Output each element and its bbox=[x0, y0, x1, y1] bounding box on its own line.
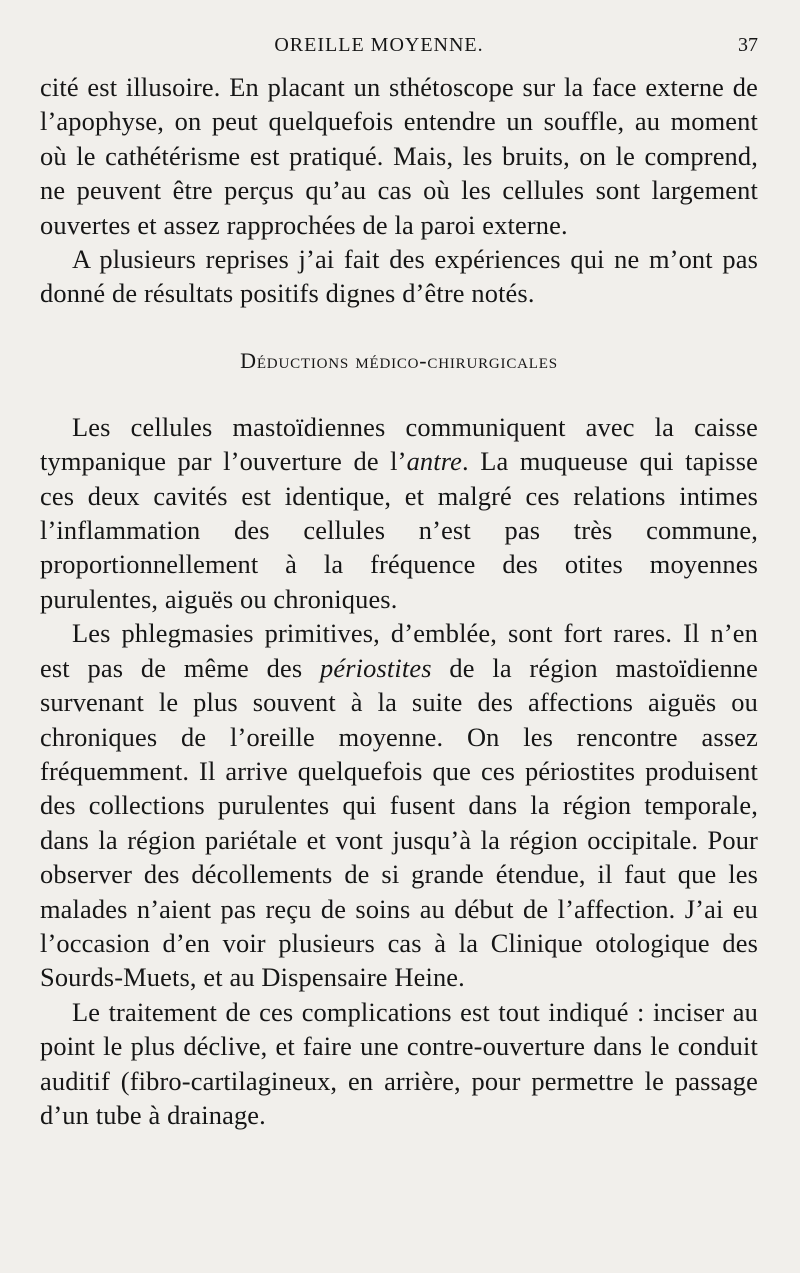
paragraph-treatment: Le traitement de ces complications est tout indiqué : inciser au point le plus déclive, et faire une contre-ouverture dans le conduit auditif (fibro-cartilagineux, en arrière, pour permettre le passage d’un tube à drainage. bbox=[40, 996, 758, 1130]
paragraph-mastoid-cells-part1: Les cellules mastoïdiennes communiquent avec la caisse tympanique par l’ouverture de l’ bbox=[40, 411, 758, 477]
continuation-paragraph: cité est illusoire. En placant un sthétoscope sur la face externe de l’apophyse, on peut quelquefois entendre un souffle, au moment où le cathétérisme est pratiqué. Mais, les bruits, on le comprend, ne peuvent être perçus qu’au cas où les cellules sont largement ouvertes et assez rapprochées de la paroi externe. bbox=[40, 72, 758, 240]
running-title: OREILLE MOYENNE. bbox=[274, 34, 484, 56]
paragraph-phlegmasies bbox=[40, 616, 758, 994]
paragraph-phlegmasies-italic: périostites bbox=[320, 652, 432, 683]
paragraph-phlegmasies-part2: de la région mastoïdienne survenant le plus souvent à la suite des affections aiguës ou chroniques de l’oreille moyenne. On les rencontre assez fréquemment. Il arrive quelquefois que ces périostites produisent des collections purulentes qui fusent dans la région temporale, dans la région pariétale et vont jusqu’à la région occipitale. Pour observer des décollements de si grande étendue, il faut que les malades n’aient pas reçu de soins au début de l’affection. J’ai eu l’occasion d’en voir plusieurs cas à la Clinique otologique des Sourds-Muets, et au Dispensaire Heine. bbox=[40, 652, 758, 993]
body-text bbox=[40, 70, 758, 1132]
section-heading: Déductions médico-chirurgicales bbox=[240, 347, 558, 373]
paragraph-mastoid-cells-italic: antre bbox=[406, 446, 463, 477]
paragraph-phlegmasies-part1: Les phlegmasies primitives, d’emblée, sont fort rares. Il n’en est pas de même des bbox=[40, 618, 758, 683]
paragraph-mastoid-cells-part2: . La muqueuse qui tapisse ces deux cavités est identique, et malgré ces relations intimes l’inflammation des cellules n’est pas très commune, proportionnellement à la fréquence des otites moyennes purulentes, aiguës ou chroniques. bbox=[40, 446, 758, 614]
paragraph-experiments: A plusieurs reprises j’ai fait des expériences qui ne m’ont pas donné de résultats positifs dignes d’être notés. bbox=[40, 244, 758, 309]
running-head bbox=[40, 34, 758, 70]
paragraph-mastoid-cells bbox=[40, 410, 758, 616]
page-number: 37 bbox=[738, 34, 758, 56]
